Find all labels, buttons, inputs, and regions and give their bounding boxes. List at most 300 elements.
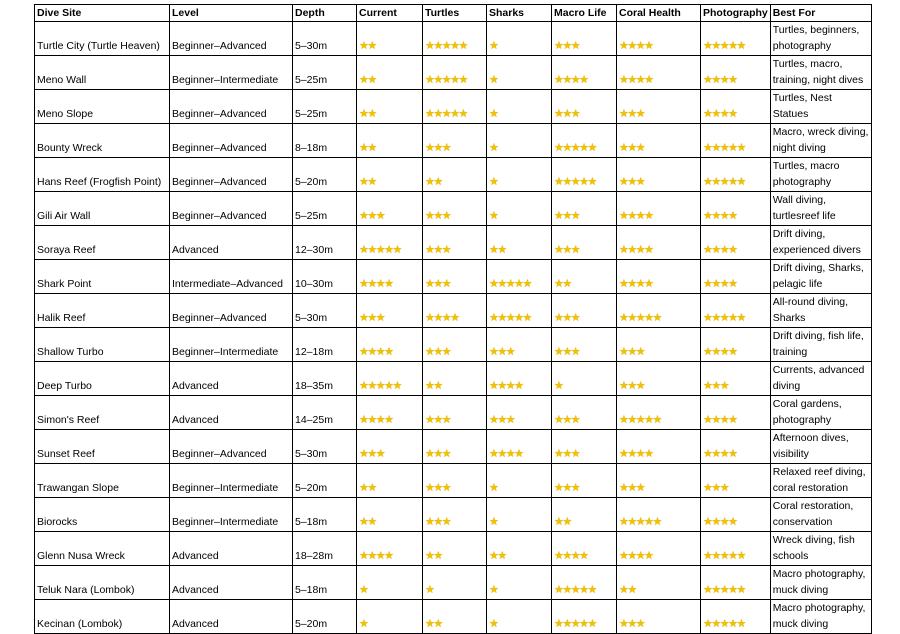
star-icon: ★★★★★ <box>425 39 467 52</box>
coral-health-rating <box>617 90 701 124</box>
star-icon: ★★ <box>425 175 442 188</box>
header-macro-life: Macro Life <box>552 5 617 22</box>
star-icon: ★★★★★ <box>619 413 661 426</box>
star-icon: ★★★★ <box>703 345 737 358</box>
star-icon: ★★★★★ <box>703 141 745 154</box>
dive-site-cell: Meno Slope <box>35 90 170 124</box>
coral-health-rating <box>617 498 701 532</box>
turtles-rating <box>423 464 487 498</box>
current-rating <box>357 90 423 124</box>
sharks-rating <box>487 464 552 498</box>
star-icon: ★★★★ <box>703 107 737 120</box>
star-icon: ★★★ <box>619 107 645 120</box>
best-for-cell: Coral restoration, conservation <box>770 498 871 532</box>
depth-cell: 5–20m <box>293 464 357 498</box>
level-cell: Beginner–Advanced <box>170 90 293 124</box>
level-cell: Advanced <box>170 532 293 566</box>
star-icon: ★★★ <box>619 379 645 392</box>
photography-rating <box>701 464 771 498</box>
photography-rating <box>701 90 771 124</box>
macro-life-rating <box>552 226 617 260</box>
star-icon: ★★★ <box>359 209 385 222</box>
table-row <box>35 124 872 158</box>
dive-site-cell: Halik Reef <box>35 294 170 328</box>
dive-site-cell: Gili Air Wall <box>35 192 170 226</box>
macro-life-rating <box>552 362 617 396</box>
star-icon: ★★★★ <box>359 413 393 426</box>
turtles-rating <box>423 260 487 294</box>
coral-health-rating <box>617 294 701 328</box>
star-icon: ★★★★ <box>619 243 653 256</box>
table-row <box>35 226 872 260</box>
best-for-cell: Drift diving, experienced divers <box>770 226 871 260</box>
photography-rating <box>701 192 771 226</box>
turtles-rating <box>423 158 487 192</box>
photography-rating <box>701 362 771 396</box>
star-icon: ★★★★ <box>619 73 653 86</box>
table-row <box>35 600 872 634</box>
sharks-rating <box>487 124 552 158</box>
depth-cell: 5–18m <box>293 498 357 532</box>
coral-health-rating <box>617 158 701 192</box>
star-icon: ★★★★★ <box>619 311 661 324</box>
table-row <box>35 362 872 396</box>
star-icon: ★★★★ <box>554 73 588 86</box>
star-icon: ★★★★★ <box>554 617 596 630</box>
sharks-rating <box>487 56 552 90</box>
current-rating <box>357 294 423 328</box>
photography-rating <box>701 124 771 158</box>
header-dive-site: Dive Site <box>35 5 170 22</box>
dive-site-cell: Shallow Turbo <box>35 328 170 362</box>
star-icon: ★★★★★ <box>489 277 531 290</box>
current-rating <box>357 192 423 226</box>
star-icon: ★ <box>489 209 498 222</box>
turtles-rating <box>423 294 487 328</box>
sharks-rating <box>487 294 552 328</box>
level-cell: Beginner–Intermediate <box>170 498 293 532</box>
macro-life-rating <box>552 294 617 328</box>
depth-cell: 18–28m <box>293 532 357 566</box>
level-cell: Beginner–Advanced <box>170 22 293 56</box>
table-row <box>35 56 872 90</box>
sharks-rating <box>487 430 552 464</box>
current-rating <box>357 430 423 464</box>
star-icon: ★★★★★ <box>554 583 596 596</box>
star-icon: ★★★ <box>619 617 645 630</box>
star-icon: ★★★★★ <box>703 311 745 324</box>
table-row <box>35 22 872 56</box>
sharks-rating <box>487 260 552 294</box>
star-icon: ★★★★ <box>359 345 393 358</box>
star-icon: ★★ <box>359 515 376 528</box>
table-row <box>35 90 872 124</box>
level-cell: Beginner–Intermediate <box>170 464 293 498</box>
star-icon: ★★★ <box>554 345 580 358</box>
depth-cell: 5–30m <box>293 22 357 56</box>
level-cell: Beginner–Intermediate <box>170 328 293 362</box>
star-icon: ★★★ <box>619 141 645 154</box>
depth-cell: 12–30m <box>293 226 357 260</box>
star-icon: ★★ <box>489 243 506 256</box>
header-turtles: Turtles <box>423 5 487 22</box>
best-for-cell: Macro photography, muck diving <box>770 566 871 600</box>
table-row <box>35 430 872 464</box>
level-cell: Intermediate–Advanced <box>170 260 293 294</box>
header-depth: Depth <box>293 5 357 22</box>
star-icon: ★★★★ <box>703 73 737 86</box>
star-icon: ★★★ <box>489 413 515 426</box>
current-rating <box>357 566 423 600</box>
star-icon: ★★★ <box>489 345 515 358</box>
current-rating <box>357 260 423 294</box>
depth-cell: 5–25m <box>293 56 357 90</box>
level-cell: Beginner–Advanced <box>170 430 293 464</box>
sharks-rating <box>487 90 552 124</box>
dive-site-cell: Bounty Wreck <box>35 124 170 158</box>
dive-site-cell: Shark Point <box>35 260 170 294</box>
turtles-rating <box>423 532 487 566</box>
header-row <box>35 5 872 22</box>
turtles-rating <box>423 328 487 362</box>
star-icon: ★ <box>489 107 498 120</box>
star-icon: ★★ <box>425 549 442 562</box>
current-rating <box>357 226 423 260</box>
best-for-cell: Afternoon dives, visibility <box>770 430 871 464</box>
best-for-cell: Coral gardens, photography <box>770 396 871 430</box>
star-icon: ★★★★ <box>703 447 737 460</box>
macro-life-rating <box>552 328 617 362</box>
table-row <box>35 328 872 362</box>
star-icon: ★ <box>489 73 498 86</box>
macro-life-rating <box>552 56 617 90</box>
dive-site-cell: Kecinan (Lombok) <box>35 600 170 634</box>
star-icon: ★★★★ <box>359 277 393 290</box>
coral-health-rating <box>617 600 701 634</box>
depth-cell: 18–35m <box>293 362 357 396</box>
coral-health-rating <box>617 566 701 600</box>
star-icon: ★ <box>359 617 368 630</box>
best-for-cell: Relaxed reef diving, coral restoration <box>770 464 871 498</box>
star-icon: ★★★★★ <box>425 73 467 86</box>
star-icon: ★★★★★ <box>619 515 661 528</box>
star-icon: ★ <box>489 515 498 528</box>
coral-health-rating <box>617 362 701 396</box>
turtles-rating <box>423 192 487 226</box>
photography-rating <box>701 260 771 294</box>
coral-health-rating <box>617 260 701 294</box>
star-icon: ★★★★ <box>489 447 523 460</box>
table-row <box>35 566 872 600</box>
star-icon: ★★★★ <box>703 209 737 222</box>
photography-rating <box>701 498 771 532</box>
depth-cell: 5–18m <box>293 566 357 600</box>
current-rating <box>357 396 423 430</box>
star-icon: ★★★ <box>359 447 385 460</box>
sharks-rating <box>487 226 552 260</box>
star-icon: ★★ <box>554 277 571 290</box>
star-icon: ★★ <box>359 175 376 188</box>
star-icon: ★★★ <box>703 379 729 392</box>
star-icon: ★★★★ <box>703 243 737 256</box>
star-icon: ★★★ <box>554 413 580 426</box>
star-icon: ★★ <box>554 515 571 528</box>
header-sharks: Sharks <box>487 5 552 22</box>
depth-cell: 5–30m <box>293 430 357 464</box>
level-cell: Advanced <box>170 226 293 260</box>
current-rating <box>357 532 423 566</box>
table-row <box>35 260 872 294</box>
star-icon: ★★★★★ <box>554 141 596 154</box>
turtles-rating <box>423 124 487 158</box>
best-for-cell: Macro, wreck diving, night diving <box>770 124 871 158</box>
photography-rating <box>701 396 771 430</box>
star-icon: ★★ <box>619 583 636 596</box>
star-icon: ★★★★ <box>703 413 737 426</box>
star-icon: ★★★ <box>554 447 580 460</box>
star-icon: ★★ <box>359 73 376 86</box>
star-icon: ★★★ <box>619 175 645 188</box>
coral-health-rating <box>617 192 701 226</box>
photography-rating <box>701 226 771 260</box>
star-icon: ★★★★★ <box>489 311 531 324</box>
sharks-rating <box>487 396 552 430</box>
sharks-rating <box>487 600 552 634</box>
dive-site-cell: Meno Wall <box>35 56 170 90</box>
macro-life-rating <box>552 192 617 226</box>
header-level: Level <box>170 5 293 22</box>
header-photography: Photography <box>701 5 771 22</box>
star-icon: ★★★★ <box>703 515 737 528</box>
sharks-rating <box>487 498 552 532</box>
table-row <box>35 158 872 192</box>
dive-site-cell: Trawangan Slope <box>35 464 170 498</box>
table-row <box>35 464 872 498</box>
level-cell: Advanced <box>170 396 293 430</box>
best-for-cell: Macro photography, muck diving <box>770 600 871 634</box>
star-icon: ★★ <box>359 481 376 494</box>
best-for-cell: Wreck diving, fish schools <box>770 532 871 566</box>
dive-sites-table <box>34 4 872 634</box>
turtles-rating <box>423 226 487 260</box>
photography-rating <box>701 430 771 464</box>
current-rating <box>357 600 423 634</box>
macro-life-rating <box>552 90 617 124</box>
best-for-cell: Turtles, Nest Statues <box>770 90 871 124</box>
dive-site-cell: Soraya Reef <box>35 226 170 260</box>
sharks-rating <box>487 566 552 600</box>
header-best-for: Best For <box>770 5 871 22</box>
coral-health-rating <box>617 532 701 566</box>
macro-life-rating <box>552 464 617 498</box>
coral-health-rating <box>617 396 701 430</box>
current-rating <box>357 362 423 396</box>
star-icon: ★★★★★ <box>703 549 745 562</box>
header-coral-health: Coral Health <box>617 5 701 22</box>
star-icon: ★★ <box>425 617 442 630</box>
coral-health-rating <box>617 124 701 158</box>
level-cell: Beginner–Advanced <box>170 124 293 158</box>
level-cell: Beginner–Intermediate <box>170 56 293 90</box>
star-icon: ★★★ <box>425 413 451 426</box>
photography-rating <box>701 600 771 634</box>
level-cell: Advanced <box>170 362 293 396</box>
star-icon: ★★★★★ <box>425 107 467 120</box>
best-for-cell: Turtles, macro, training, night dives <box>770 56 871 90</box>
star-icon: ★ <box>489 583 498 596</box>
macro-life-rating <box>552 430 617 464</box>
star-icon: ★★ <box>359 107 376 120</box>
sharks-rating <box>487 22 552 56</box>
star-icon: ★★★★ <box>619 447 653 460</box>
current-rating <box>357 464 423 498</box>
star-icon: ★★★★★ <box>703 175 745 188</box>
star-icon: ★★★ <box>703 481 729 494</box>
depth-cell: 12–18m <box>293 328 357 362</box>
star-icon: ★★★ <box>554 311 580 324</box>
star-icon: ★★★★★ <box>359 379 401 392</box>
best-for-cell: Drift diving, fish life, training <box>770 328 871 362</box>
current-rating <box>357 56 423 90</box>
star-icon: ★★★ <box>554 107 580 120</box>
current-rating <box>357 158 423 192</box>
level-cell: Advanced <box>170 566 293 600</box>
turtles-rating <box>423 566 487 600</box>
depth-cell: 5–30m <box>293 294 357 328</box>
depth-cell: 5–25m <box>293 90 357 124</box>
turtles-rating <box>423 56 487 90</box>
star-icon: ★★★ <box>619 481 645 494</box>
star-icon: ★★★ <box>425 447 451 460</box>
level-cell: Beginner–Advanced <box>170 294 293 328</box>
best-for-cell: Currents, advanced diving <box>770 362 871 396</box>
star-icon: ★★ <box>425 379 442 392</box>
star-icon: ★★★ <box>425 277 451 290</box>
star-icon: ★ <box>554 379 563 392</box>
depth-cell: 5–20m <box>293 600 357 634</box>
depth-cell: 14–25m <box>293 396 357 430</box>
star-icon: ★★★ <box>554 481 580 494</box>
star-icon: ★★★ <box>425 515 451 528</box>
depth-cell: 5–25m <box>293 192 357 226</box>
best-for-cell: Wall diving, turtlesreef life <box>770 192 871 226</box>
turtles-rating <box>423 22 487 56</box>
dive-site-cell: Simon's Reef <box>35 396 170 430</box>
sharks-rating <box>487 158 552 192</box>
star-icon: ★ <box>489 141 498 154</box>
coral-health-rating <box>617 464 701 498</box>
dive-site-cell: Teluk Nara (Lombok) <box>35 566 170 600</box>
photography-rating <box>701 294 771 328</box>
coral-health-rating <box>617 22 701 56</box>
macro-life-rating <box>552 396 617 430</box>
current-rating <box>357 328 423 362</box>
macro-life-rating <box>552 498 617 532</box>
dive-site-cell: Hans Reef (Frogfish Point) <box>35 158 170 192</box>
photography-rating <box>701 328 771 362</box>
sharks-rating <box>487 192 552 226</box>
star-icon: ★★★ <box>425 209 451 222</box>
dive-site-cell: Turtle City (Turtle Heaven) <box>35 22 170 56</box>
macro-life-rating <box>552 600 617 634</box>
star-icon: ★ <box>489 39 498 52</box>
dive-site-cell: Biorocks <box>35 498 170 532</box>
level-cell: Advanced <box>170 600 293 634</box>
macro-life-rating <box>552 260 617 294</box>
table-row <box>35 532 872 566</box>
photography-rating <box>701 56 771 90</box>
dive-site-cell: Deep Turbo <box>35 362 170 396</box>
current-rating <box>357 124 423 158</box>
star-icon: ★★ <box>359 39 376 52</box>
current-rating <box>357 498 423 532</box>
table-row <box>35 498 872 532</box>
sharks-rating <box>487 532 552 566</box>
star-icon: ★★★★★ <box>703 617 745 630</box>
star-icon: ★★★★ <box>619 549 653 562</box>
dive-site-cell: Glenn Nusa Wreck <box>35 532 170 566</box>
turtles-rating <box>423 430 487 464</box>
star-icon: ★★★ <box>554 39 580 52</box>
star-icon: ★ <box>425 583 434 596</box>
level-cell: Beginner–Advanced <box>170 192 293 226</box>
star-icon: ★★★★ <box>554 549 588 562</box>
table-body <box>35 22 872 634</box>
turtles-rating <box>423 498 487 532</box>
star-icon: ★★★ <box>554 243 580 256</box>
macro-life-rating <box>552 566 617 600</box>
turtles-rating <box>423 90 487 124</box>
photography-rating <box>701 22 771 56</box>
star-icon: ★★★ <box>425 141 451 154</box>
header-current: Current <box>357 5 423 22</box>
best-for-cell: Turtles, beginners, photography <box>770 22 871 56</box>
depth-cell: 5–20m <box>293 158 357 192</box>
coral-health-rating <box>617 56 701 90</box>
dive-site-cell: Sunset Reef <box>35 430 170 464</box>
macro-life-rating <box>552 532 617 566</box>
sharks-rating <box>487 328 552 362</box>
best-for-cell: All-round diving, Sharks <box>770 294 871 328</box>
star-icon: ★ <box>359 583 368 596</box>
coral-health-rating <box>617 430 701 464</box>
star-icon: ★★★ <box>425 345 451 358</box>
star-icon: ★★★★ <box>489 379 523 392</box>
star-icon: ★★★ <box>554 209 580 222</box>
star-icon: ★★★★★ <box>703 39 745 52</box>
star-icon: ★★★★ <box>703 277 737 290</box>
star-icon: ★★★★★ <box>554 175 596 188</box>
photography-rating <box>701 566 771 600</box>
star-icon: ★★ <box>359 141 376 154</box>
star-icon: ★★★ <box>359 311 385 324</box>
star-icon: ★★★ <box>425 481 451 494</box>
star-icon: ★ <box>489 481 498 494</box>
photography-rating <box>701 532 771 566</box>
table-row <box>35 192 872 226</box>
star-icon: ★ <box>489 617 498 630</box>
star-icon: ★★★★ <box>619 39 653 52</box>
depth-cell: 10–30m <box>293 260 357 294</box>
macro-life-rating <box>552 22 617 56</box>
star-icon: ★★★ <box>425 243 451 256</box>
turtles-rating <box>423 396 487 430</box>
coral-health-rating <box>617 226 701 260</box>
macro-life-rating <box>552 124 617 158</box>
star-icon: ★ <box>489 175 498 188</box>
star-icon: ★★★★ <box>619 209 653 222</box>
star-icon: ★★★★ <box>359 549 393 562</box>
